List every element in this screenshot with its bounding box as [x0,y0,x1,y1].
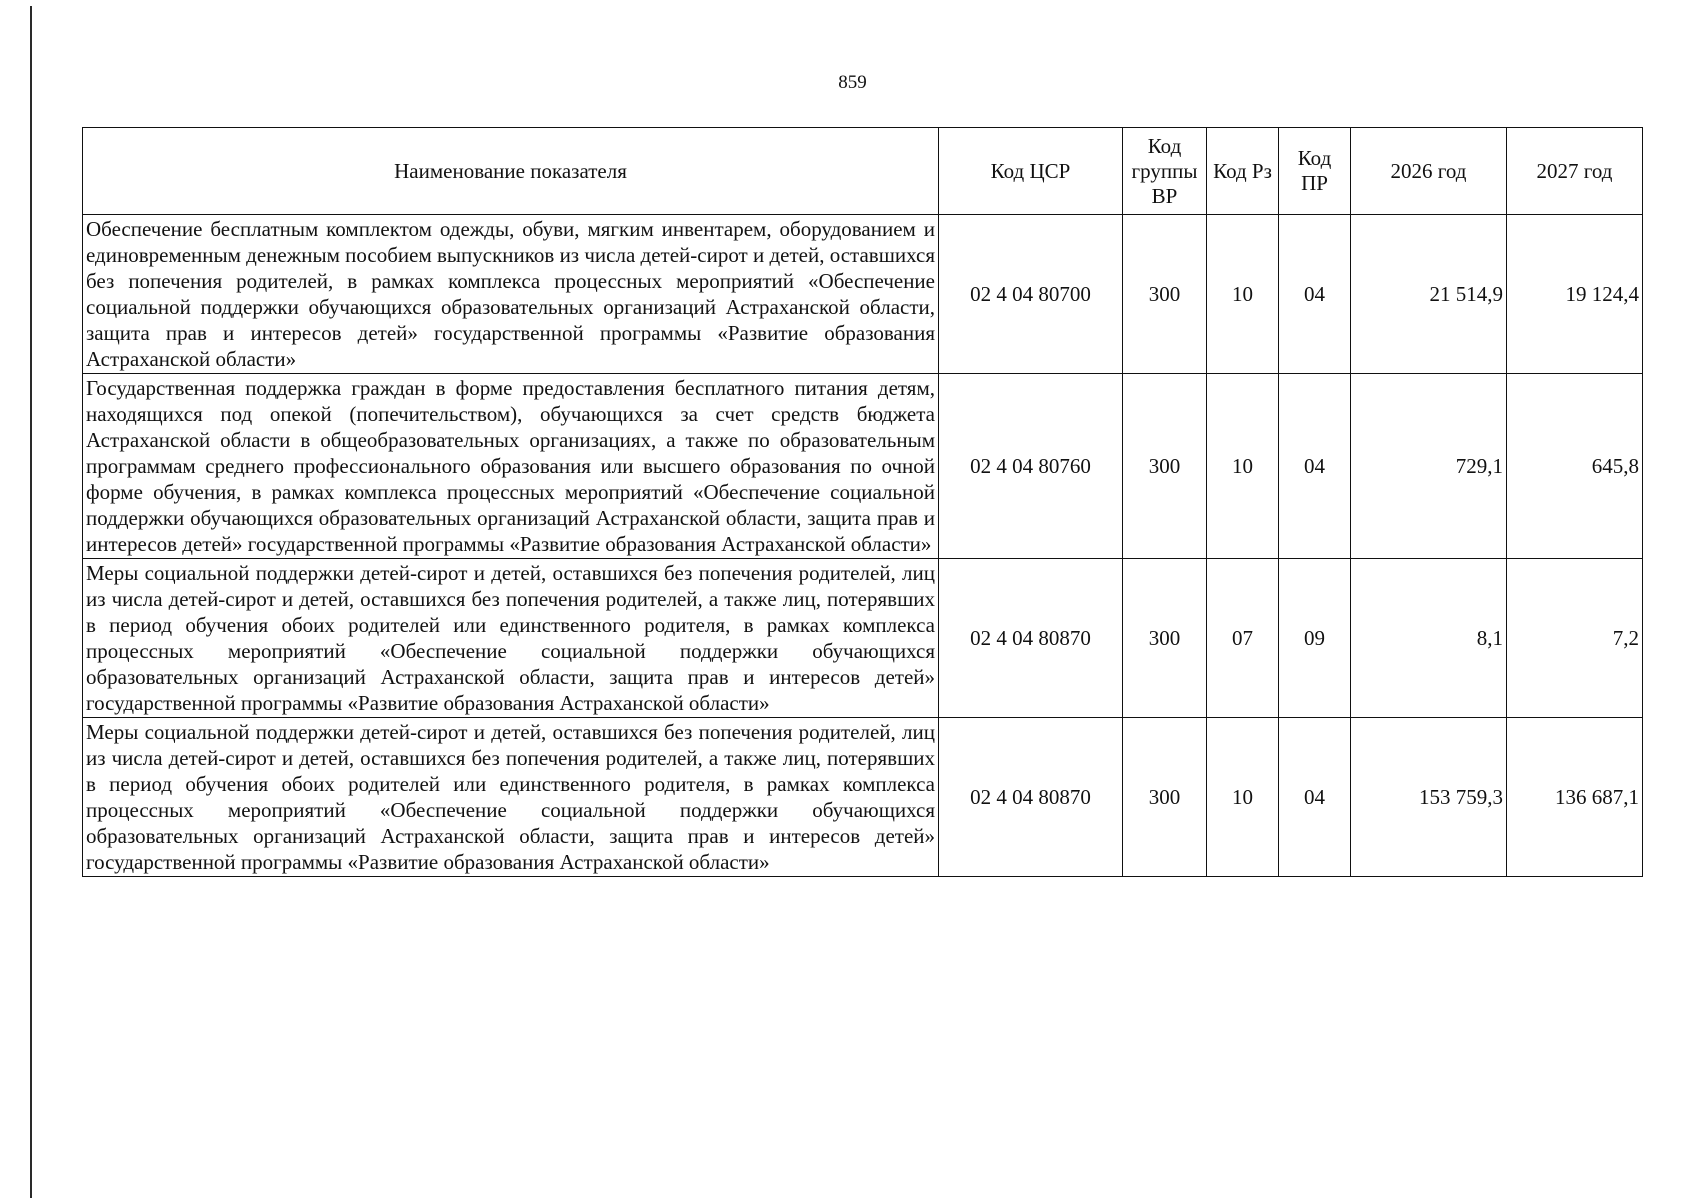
table-header-row [83,128,1643,215]
header-vr-group-code: Код группы ВР [1123,128,1207,215]
header-pr-code: Код ПР [1279,128,1351,215]
header-indicator-name: Наименование показателя [83,128,939,215]
scan-edge-line [30,6,32,1198]
header-year-2026: 2026 год [1351,128,1507,215]
table-row [83,559,1643,718]
csr-code-cell: 02 4 04 80870 [939,718,1123,877]
header-rz-code: Код Рз [1207,128,1279,215]
pr-code-cell: 09 [1279,559,1351,718]
amount-2027-cell: 645,8 [1507,374,1643,559]
csr-code-cell: 02 4 04 80760 [939,374,1123,559]
csr-code-cell: 02 4 04 80700 [939,215,1123,374]
amount-2027-cell: 19 124,4 [1507,215,1643,374]
vr-code-cell: 300 [1123,215,1207,374]
amount-2026-cell: 729,1 [1351,374,1507,559]
amount-2027-cell: 136 687,1 [1507,718,1643,877]
indicator-name-cell: Обеспечение бесплатным комплектом одежды, обуви, мягким инвентарем, оборудованием и единовременным денежным пособием выпускников из числа детей-сирот и детей, оставшихся без попечения родителей, в рамках комплекса процессных мероприятий «Обеспечение социальной поддержки обучающихся образовательных организаций Астраханской области, защита прав и интересов детей» государственной программы «Развитие образования Астраханской области» [83,215,939,374]
pr-code-cell: 04 [1279,215,1351,374]
header-year-2027: 2027 год [1507,128,1643,215]
amount-2027-cell: 7,2 [1507,559,1643,718]
amount-2026-cell: 153 759,3 [1351,718,1507,877]
indicator-name-cell: Государственная поддержка граждан в форме предоставления бесплатного питания детям, находящихся под опекой (попечительством), обучающихся за счет средств бюджета Астраханской области в общеобразовательных организациях, а также по образовательным программам среднего профессионального образования или высшего образования по очной форме обучения, в рамках комплекса процессных мероприятий «Обеспечение социальной поддержки обучающихся образовательных организаций Астраханской области, защита прав и интересов детей» государственной программы «Развитие образования Астраханской области» [83,374,939,559]
indicator-name-cell: Меры социальной поддержки детей-сирот и детей, оставшихся без попечения родителей, лиц из числа детей-сирот и детей, оставшихся без попечения родителей, а также лиц, потерявших в период обучения обоих родителей или единственного родителя, в рамках комплекса процессных мероприятий «Обеспечение социальной поддержки обучающихся образовательных организаций Астраханской области, защита прав и интересов детей» государственной программы «Развитие образования Астраханской области» [83,559,939,718]
amount-2026-cell: 21 514,9 [1351,215,1507,374]
amount-2026-cell: 8,1 [1351,559,1507,718]
pr-code-cell: 04 [1279,718,1351,877]
vr-code-cell: 300 [1123,374,1207,559]
table-row [83,718,1643,877]
rz-code-cell: 10 [1207,215,1279,374]
csr-code-cell: 02 4 04 80870 [939,559,1123,718]
header-csr-code: Код ЦСР [939,128,1123,215]
vr-code-cell: 300 [1123,559,1207,718]
budget-table [82,127,1643,877]
page-number: 859 [838,72,867,93]
pr-code-cell: 04 [1279,374,1351,559]
rz-code-cell: 10 [1207,374,1279,559]
table-row [83,374,1643,559]
indicator-name-cell: Меры социальной поддержки детей-сирот и детей, оставшихся без попечения родителей, лиц из числа детей-сирот и детей, оставшихся без попечения родителей, а также лиц, потерявших в период обучения обоих родителей или единственного родителя, в рамках комплекса процессных мероприятий «Обеспечение социальной поддержки обучающихся образовательных организаций Астраханской области, защита прав и интересов детей» государственной программы «Развитие образования Астраханской области» [83,718,939,877]
rz-code-cell: 10 [1207,718,1279,877]
vr-code-cell: 300 [1123,718,1207,877]
rz-code-cell: 07 [1207,559,1279,718]
table-row [83,215,1643,374]
